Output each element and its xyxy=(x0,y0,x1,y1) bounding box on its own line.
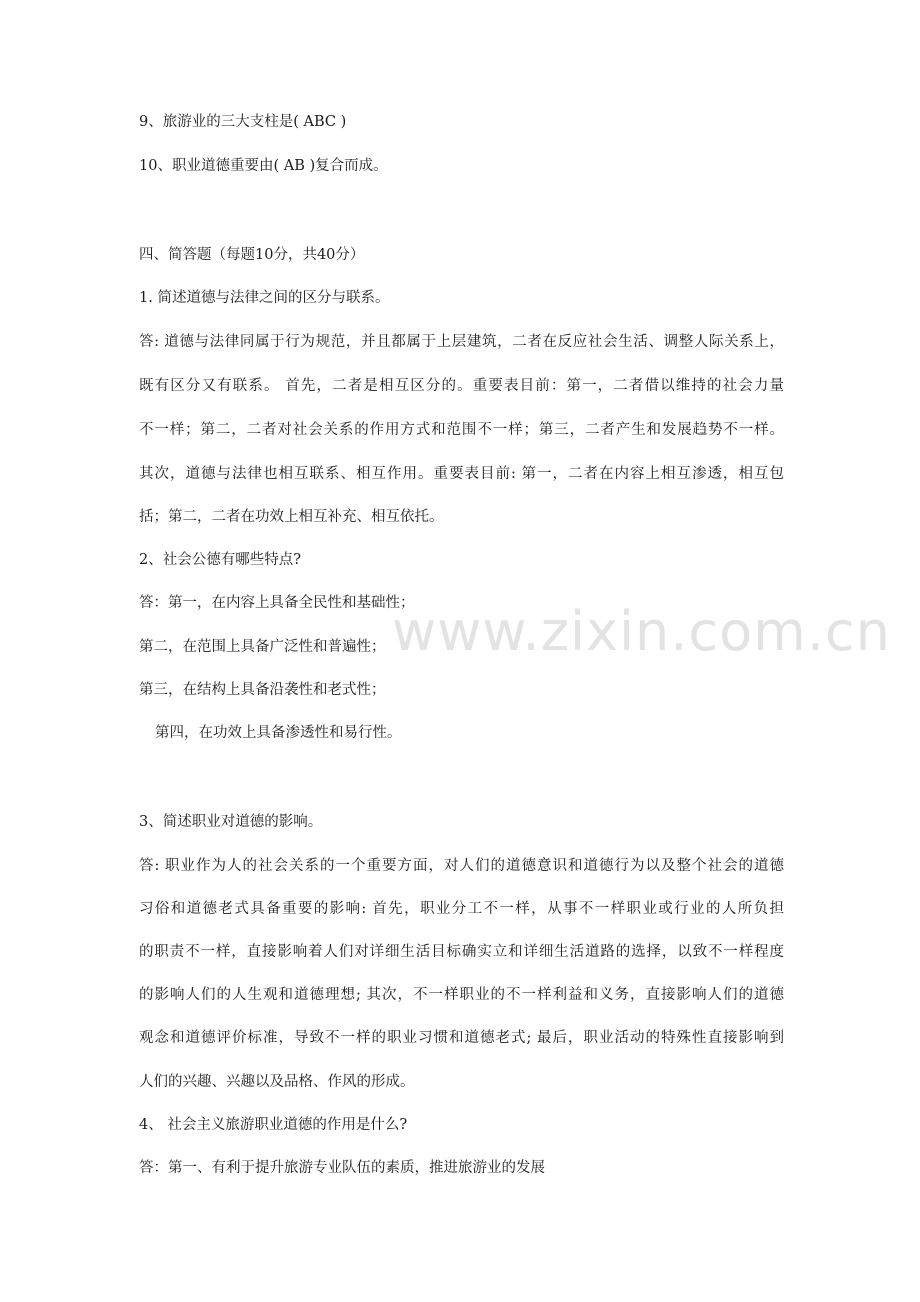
answer-1-line-2: 既有区分又有联系。 首先，二者是相互区分的。重要表目前：第一，二者借以维持的社会力量 xyxy=(139,378,784,394)
answer-2-line-2: 第二，在范围上具备广泛性和普遍性； xyxy=(139,639,386,655)
answer-1-line-5: 括；第二，二者在功效上相互补充、相互依托。 xyxy=(139,509,444,525)
watermark: www.zixin.com.cn xyxy=(392,600,891,663)
answer-4-line-1: 答：第一、有利于提升旅游专业队伍的素质，推进旅游业的发展 xyxy=(139,1160,545,1176)
answer-1-line-1: 答: 道德与法律同属于行为规范，并且都属于上层建筑，二者在反应社会生活、调整人际关系上， xyxy=(139,334,784,350)
answer-3-line-2: 习俗和道德老式具备重要的影响: 首先，职业分工不一样，从事不一样职业或行业的人所负担 xyxy=(139,901,784,917)
answer-3-line-3: 的职责不一样，直接影响着人们对详细生活目标确实立和详细生活道路的选择，以致不一样程度 xyxy=(139,944,784,960)
answer-3-line-6: 人们的兴趣、兴趣以及品格、作风的形成。 xyxy=(139,1074,415,1090)
answer-3-line-4: 的影响人们的人生观和道德理想; 其次，不一样职业的不一样利益和义务，直接影响人们的道德 xyxy=(139,987,784,1003)
section-heading: 四、简答题（每题10分，共40分） xyxy=(139,247,365,263)
answer-3-line-1: 答: 职业作为人的社会关系的一个重要方面，对人们的道德意识和道德行为以及整个社会的道德 xyxy=(139,858,784,874)
answer-2-line-3: 第三，在结构上具备沿袭性和老式性； xyxy=(139,682,386,698)
short-answer-1-question: 1. 简述道德与法律之间的区分与联系。 xyxy=(139,290,390,306)
short-answer-3-question: 3、简述职业对道德的影响。 xyxy=(139,814,323,830)
short-answer-2-question: 2、社会公德有哪些特点? xyxy=(139,552,301,568)
short-answer-4-question: 4、 社会主义旅游职业道德的作用是什么? xyxy=(139,1117,408,1133)
answer-2-line-4: 第四，在功效上具备渗透性和易行性。 xyxy=(155,725,402,741)
question-10: 10、职业道德重要由( AB )复合而成。 xyxy=(139,158,388,174)
answer-2-line-1: 答：第一，在内容上具备全民性和基础性； xyxy=(139,595,415,611)
question-9: 9、旅游业的三大支柱是( ABC ) xyxy=(139,114,347,130)
answer-3-line-5: 观念和道德评价标准，导致不一样的职业习惯和道德老式; 最后，职业活动的特殊性直接影响到 xyxy=(139,1030,784,1046)
answer-1-line-4: 其次，道德与法律也相互联系、相互作用。重要表目前: 第一，二者在内容上相互渗透，相互包 xyxy=(139,466,784,482)
answer-1-line-3: 不一样；第二，二者对社会关系的作用方式和范围不一样；第三，二者产生和发展趋势不一样。 xyxy=(139,422,784,438)
